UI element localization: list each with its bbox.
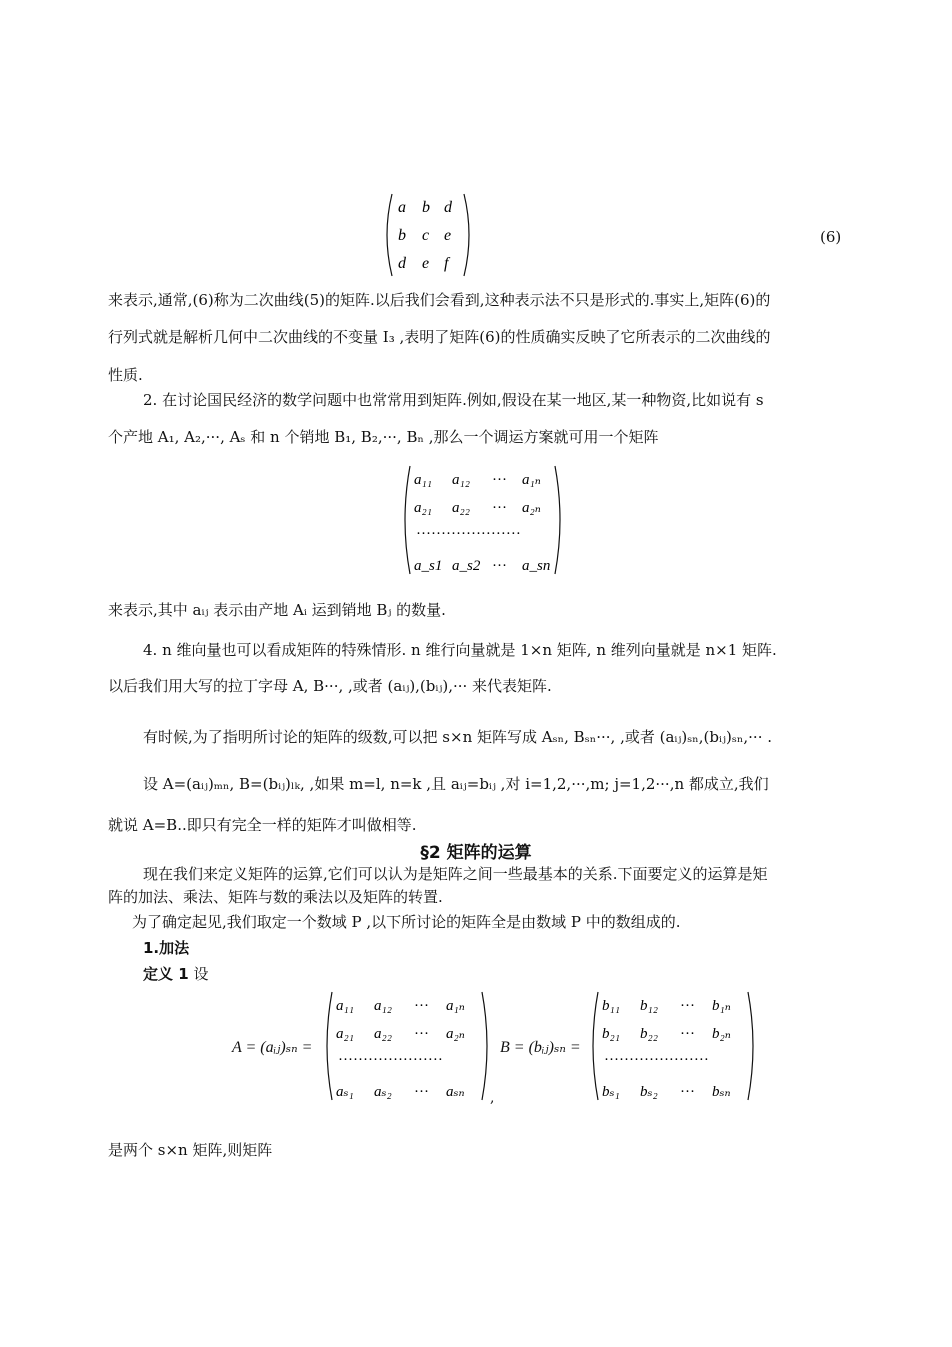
subsection-addition: 1.加法 [143, 939, 190, 957]
matrix-a-lhs: A = (aᵢⱼ)ₛₙ = [232, 1039, 313, 1056]
para-line-6: 来表示,其中 aᵢⱼ 表示由产地 Aᵢ 运到销地 Bⱼ 的数量. [108, 601, 446, 619]
ma-r2c2: ··· [414, 1084, 429, 1100]
definition-title: 定义 1 [143, 965, 189, 983]
mt-r0c3: a₁ₙ [522, 472, 541, 488]
mb-r1c2: ··· [680, 1026, 695, 1042]
mb-r1c3: b₂ₙ [712, 1026, 731, 1042]
mt-r0c1: a₁₂ [452, 472, 470, 488]
para-line-3: 性质. [108, 366, 143, 384]
mb-r2c0: bₛ₁ [602, 1084, 620, 1100]
matrix-comma: , [490, 1090, 495, 1106]
m6-r1c2: e [444, 227, 452, 244]
para-line-12: 现在我们来定义矩阵的运算,它们可以认为是矩阵之间一些最基本的关系.下面要定义的运算是矩 [143, 865, 768, 883]
matrix-b-def [588, 988, 760, 1108]
ma-r0c2: ··· [414, 998, 429, 1014]
mt-r1c0: a₂₁ [414, 500, 432, 516]
mb-r0c0: b₁₁ [602, 998, 620, 1014]
m6-r2c2: f [444, 255, 449, 272]
mt-r1c3: a₂ₙ [522, 500, 541, 516]
para-line-8: 以后我们用大写的拉丁字母 A, B···, ,或者 (aᵢⱼ),(bᵢⱼ),··· 来代表矩阵. [108, 677, 552, 695]
mb-r0c2: ··· [680, 998, 695, 1014]
para-line-10: 设 A=(aᵢⱼ)ₘₙ, B=(bᵢⱼ)ₗₖ, ,如果 m=l, n=k ,且 aᵢⱼ=bᵢⱼ ,对 i=1,2,···,m; j=1,2···,n 都成立,我们 [143, 775, 769, 793]
mt-r0c0: a₁₁ [414, 472, 432, 488]
definition-line [143, 964, 883, 984]
m6-r1c0: b [398, 227, 406, 244]
mb-r1c1: b₂₂ [640, 1026, 658, 1042]
mb-r0c1: b₁₂ [640, 998, 658, 1014]
m6-r2c0: d [398, 255, 406, 272]
m6-r1c1: c [422, 227, 430, 244]
matrix-transport [400, 462, 570, 582]
ma-r0c1: a₁₂ [374, 998, 392, 1014]
matrix-6 [380, 190, 480, 280]
ma-r0c3: a₁ₙ [446, 998, 465, 1014]
ma-r1c3: a₂ₙ [446, 1026, 465, 1042]
para-line-13: 阵的加法、乘法、矩阵与数的乘法以及矩阵的转置. [108, 888, 443, 906]
matrix-a-def [322, 988, 494, 1108]
mb-dots: ····················· [604, 1052, 709, 1068]
mt-r2c0: a_s1 [414, 558, 443, 574]
ma-dots: ····················· [338, 1052, 443, 1068]
para-line-14: 为了确定起见,我们取定一个数域 P ,以下所讨论的矩阵全是由数域 P 中的数组成的. [132, 913, 681, 931]
mt-r2c3: a_sn [522, 558, 551, 574]
mb-r2c2: ··· [680, 1084, 695, 1100]
para-line-4: 2. 在讨论国民经济的数学问题中也常常用到矩阵.例如,假设在某一地区,某一种物资,比如说有 s [143, 391, 764, 409]
equation-number: (6) [820, 228, 842, 246]
ma-r1c2: ··· [414, 1026, 429, 1042]
para-line-1: 来表示,通常,(6)称为二次曲线(5)的矩阵.以后我们会看到,这种表示法不只是形式的.事实上,矩阵(6)的 [108, 291, 771, 309]
para-line-5: 个产地 A₁, A₂,···, Aₛ 和 n 个销地 B₁, B₂,···, Bₙ ,那么一个调运方案就可用一个矩阵 [108, 428, 659, 446]
para-line-11: 就说 A=B..即只有完全一样的矩阵才叫做相等. [108, 816, 417, 834]
mb-r2c3: bₛₙ [712, 1084, 731, 1100]
ma-r2c3: aₛₙ [446, 1084, 465, 1100]
para-line-9: 有时候,为了指明所讨论的矩阵的级数,可以把 s×n 矩阵写成 Aₛₙ, Bₛₙ···, ,或者 (aᵢⱼ)ₛₙ,(bᵢⱼ)ₛₙ,··· . [143, 728, 772, 746]
ma-r1c0: a₂₁ [336, 1026, 354, 1042]
mb-r2c1: bₛ₂ [640, 1084, 658, 1100]
ma-r2c0: aₛ₁ [336, 1084, 354, 1100]
m6-r2c1: e [422, 255, 430, 272]
definition-text: 设 [193, 965, 209, 983]
mt-dots: ····················· [416, 526, 521, 542]
mb-r0c3: b₁ₙ [712, 998, 731, 1014]
ma-r0c0: a₁₁ [336, 998, 354, 1014]
mt-r1c1: a₂₂ [452, 500, 470, 516]
mt-r0c2: ··· [492, 472, 507, 488]
m6-r0c2: d [444, 199, 452, 216]
section-heading: §2 矩阵的运算 [420, 843, 532, 863]
ma-r1c1: a₂₂ [374, 1026, 392, 1042]
para-line-2: 行列式就是解析几何中二次曲线的不变量 I₃ ,表明了矩阵(6)的性质确实反映了它所表示的二次曲线的 [108, 328, 771, 346]
mb-r1c0: b₂₁ [602, 1026, 620, 1042]
para-line-last: 是两个 s×n 矩阵,则矩阵 [108, 1141, 273, 1159]
ma-r2c1: aₛ₂ [374, 1084, 392, 1100]
m6-r0c0: a [398, 199, 406, 216]
mt-r2c2: ··· [492, 558, 507, 574]
mt-r1c2: ··· [492, 500, 507, 516]
mt-r2c1: a_s2 [452, 558, 481, 574]
para-line-7: 4. n 维向量也可以看成矩阵的特殊情形. n 维行向量就是 1×n 矩阵, n 维列向量就是 n×1 矩阵. [143, 641, 777, 659]
matrix-b-lhs: B = (bᵢⱼ)ₛₙ = [500, 1039, 581, 1056]
m6-r0c1: b [422, 199, 430, 216]
